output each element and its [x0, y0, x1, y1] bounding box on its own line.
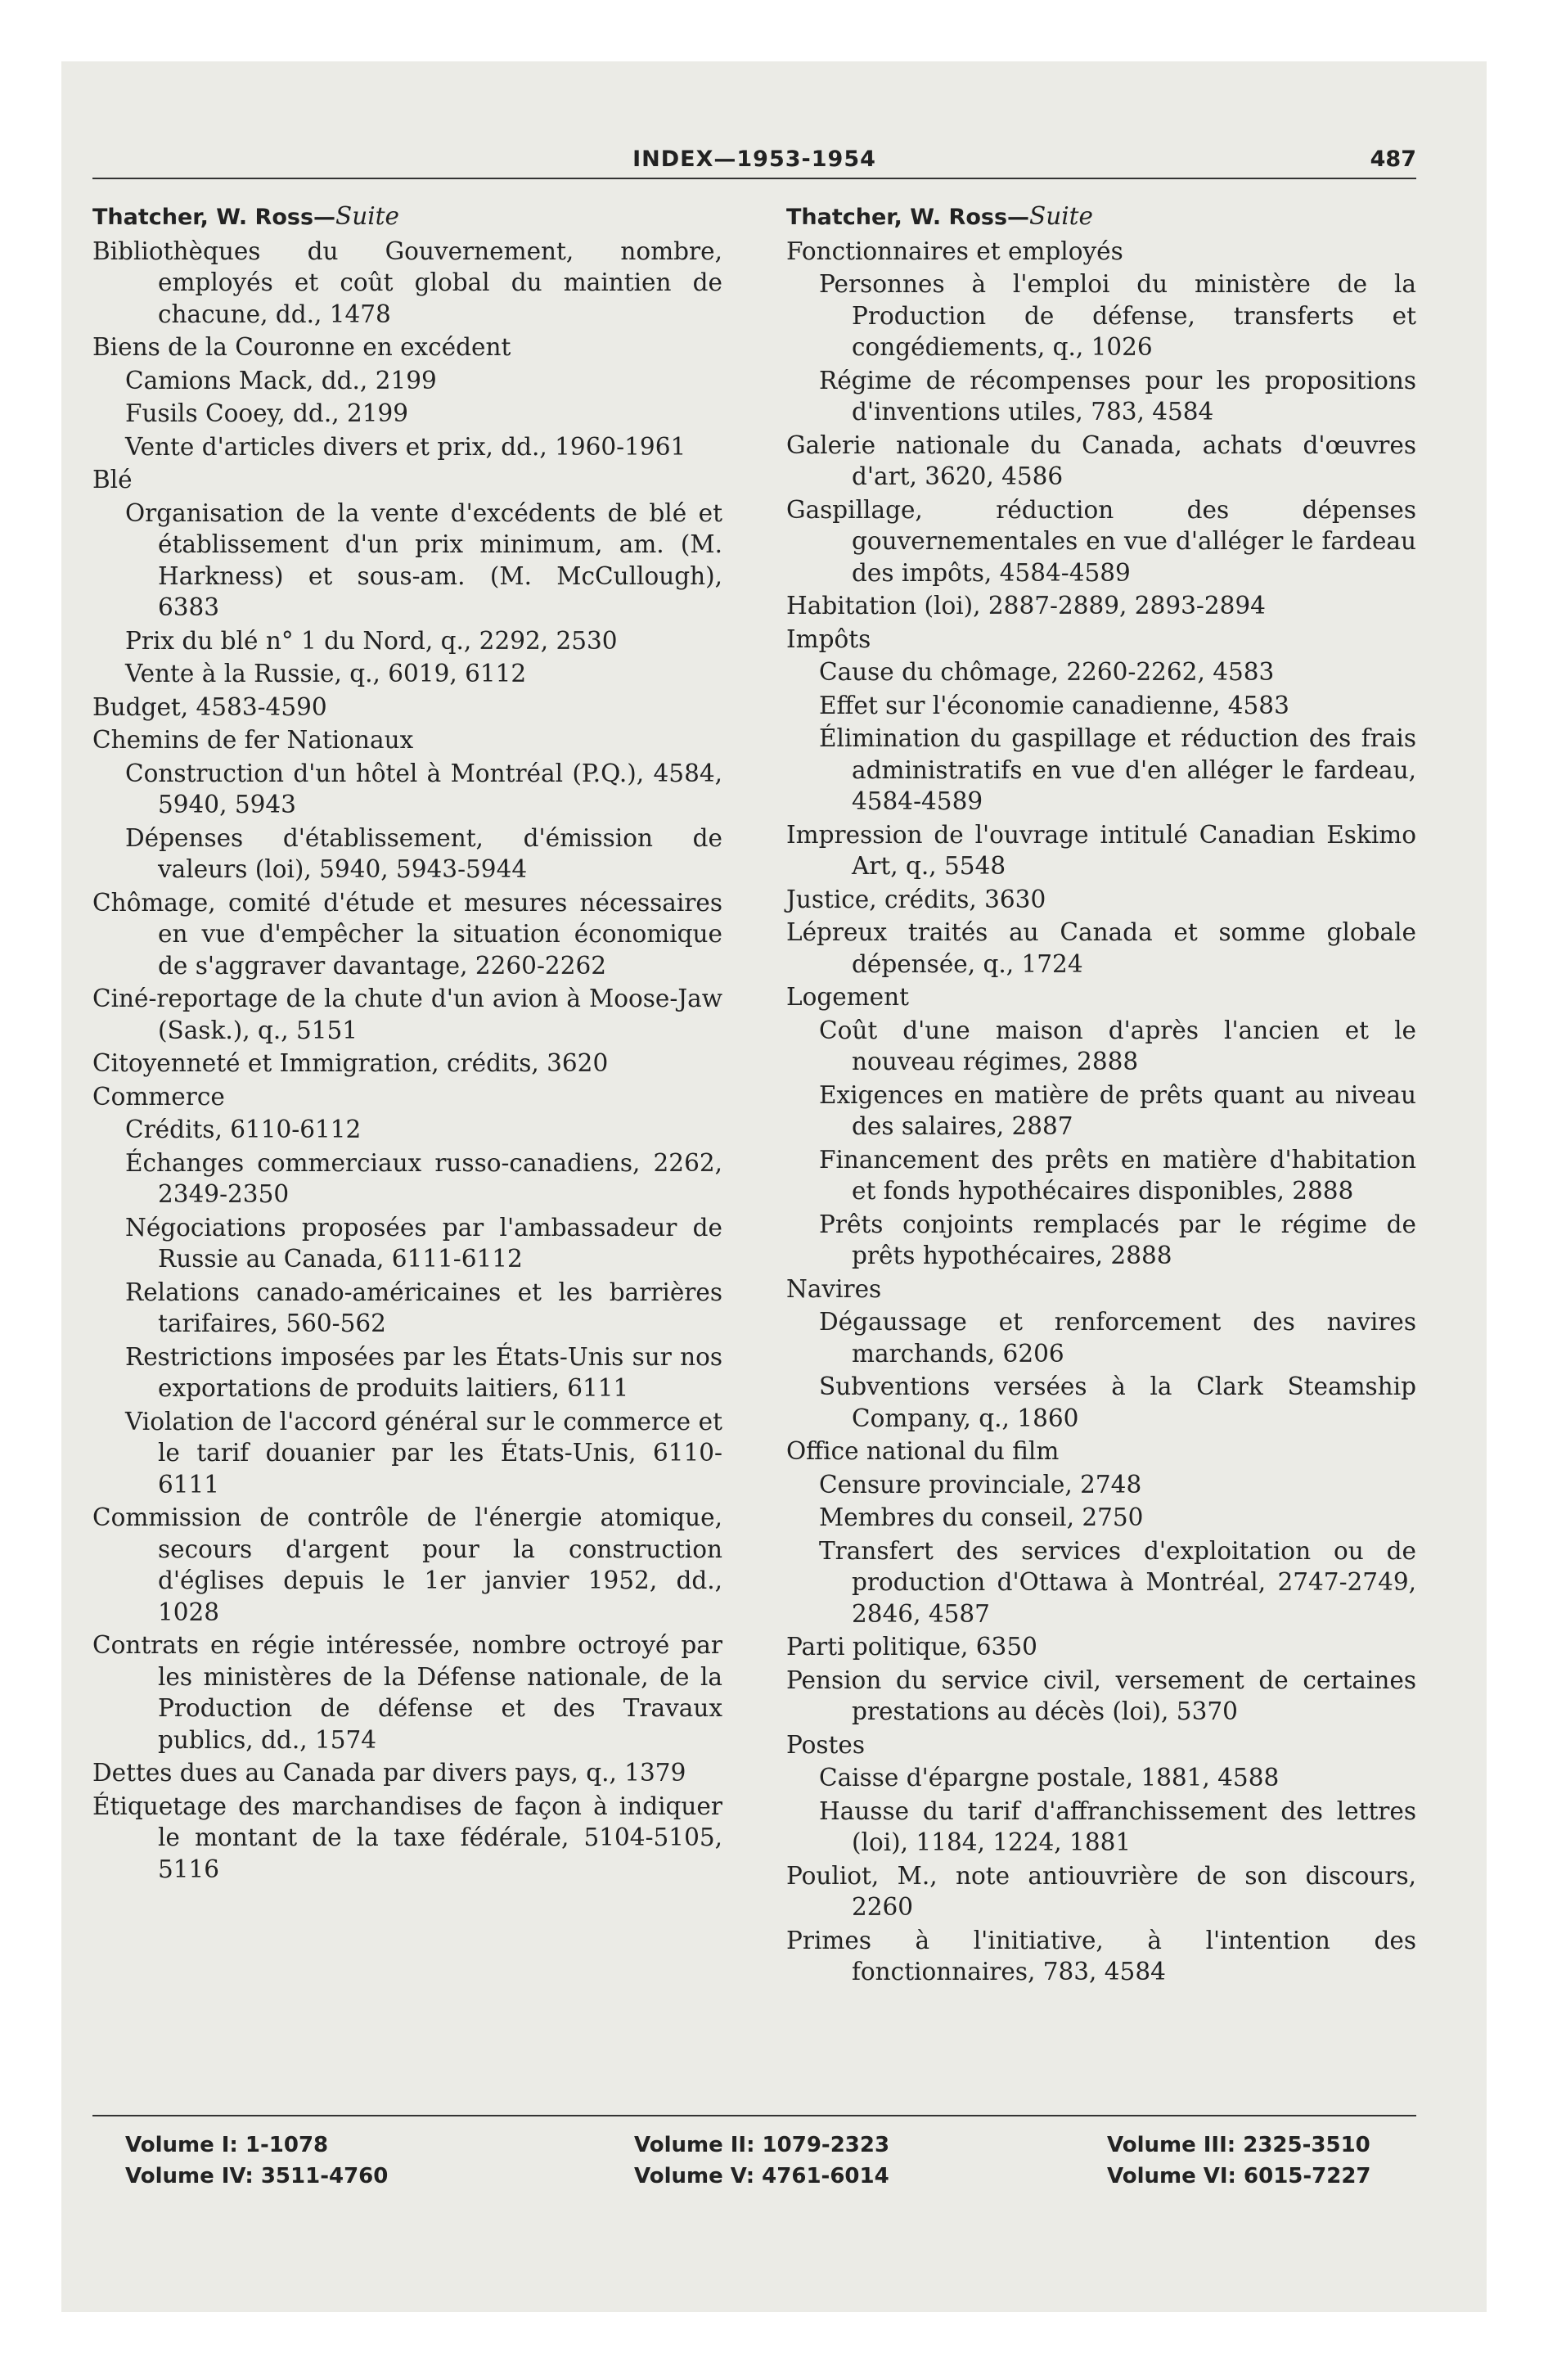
index-entry: Dettes dues au Canada par divers pays, q., 1379	[92, 1759, 686, 1787]
index-entry: Lépreux traités au Canada et somme globale dépensée, q., 1724	[786, 918, 1416, 978]
index-entry: Impression de l'ouvrage intitulé Canadian Eskimo Art, q., 5548	[786, 820, 1416, 880]
volume-range: Volume V: 4761-6014	[634, 2164, 889, 2188]
index-subentry: Personnes à l'emploi du ministère de la Production de défense, transferts et congédiements, q., 1026	[819, 270, 1416, 361]
index-entry: Budget, 4583-4590	[92, 692, 327, 721]
index-subentry: Dégaussage et renforcement des navires marchands, 6206	[819, 1308, 1416, 1368]
index-entry: Parti politique, 6350	[786, 1633, 1037, 1661]
footer-rule	[92, 2115, 1416, 2116]
index-entry: Postes	[786, 1730, 866, 1759]
index-subentry: Crédits, 6110-6112	[125, 1116, 362, 1143]
index-subentry: Violation de l'accord général sur le commerce et le tarif douanier par les États-Unis, 6110-6111	[125, 1407, 722, 1499]
index-subentry: Censure provinciale, 2748	[819, 1470, 1142, 1499]
volume-range: Volume VI: 6015-7227	[1107, 2164, 1371, 2188]
right-column-heading	[786, 201, 1416, 234]
right-column	[786, 201, 1416, 1990]
index-subentry: Hausse du tarif d'affranchissement des lettres (loi), 1184, 1224, 1881	[819, 1796, 1416, 1856]
index-subentry: Restrictions imposées par les États-Unis sur nos exportations de produits laitiers, 6111	[125, 1342, 722, 1402]
index-subentry: Exigences en matière de prêts quant au niveau des salaires, 2887	[819, 1080, 1416, 1140]
index-subentry: Cause du chômage, 2260-2262, 4583	[819, 658, 1275, 686]
index-entry: Impôts	[786, 624, 871, 653]
index-subentry: Coût d'une maison d'après l'ancien et le nouveau régimes, 2888	[819, 1016, 1416, 1075]
index-entry: Citoyenneté et Immigration, crédits, 3620	[92, 1049, 609, 1077]
page-header	[92, 135, 1416, 179]
heading-suite: Suite	[1029, 202, 1093, 230]
index-entry: Bibliothèques du Gouvernement, nombre, employés et coût global du maintien de chacune, dd., 1478	[92, 237, 722, 328]
index-page	[92, 135, 1416, 2188]
index-entry: Contrats en régie intéressée, nombre octroyé par les ministères de la Défense nationale, de la Production de défense et des Travaux publics, dd., 1574	[92, 1631, 722, 1754]
index-entry: Ciné-reportage de la chute d'un avion à Moose-Jaw (Sask.), q., 5151	[92, 985, 722, 1044]
left-column-heading	[92, 201, 722, 234]
right-entries	[786, 236, 1416, 1988]
index-entry: Fonctionnaires et employés	[786, 237, 1123, 265]
left-entries	[92, 236, 722, 1886]
index-entry: Gaspillage, réduction des dépenses gouvernementales en vue d'alléger le fardeau des impôts, 4584-4589	[786, 495, 1416, 587]
index-entry: Navires	[786, 1274, 882, 1303]
index-entry: Galerie nationale du Canada, achats d'œuvres d'art, 3620, 4586	[786, 430, 1416, 490]
index-subentry: Caisse d'épargne postale, 1881, 4588	[819, 1764, 1280, 1792]
volume-range: Volume I: 1-1078	[125, 2133, 329, 2157]
index-entry: Commission de contrôle de l'énergie atomique, secours d'argent pour la construction d'églises depuis le 1er janvier 1952, dd., 1028	[92, 1503, 722, 1626]
index-entry: Commerce	[92, 1082, 225, 1111]
index-entry: Justice, crédits, 3630	[786, 885, 1046, 913]
index-subentry: Négociations proposées par l'ambassadeur de Russie au Canada, 6111-6112	[125, 1213, 722, 1273]
index-subentry: Vente d'articles divers et prix, dd., 1960-1961	[125, 432, 686, 461]
index-subentry: Vente à la Russie, q., 6019, 6112	[125, 660, 527, 687]
index-subentry: Organisation de la vente d'excédents de blé et établissement d'un prix minimum, am. (M. Harkness) et sous-am. (M. McCullough), 6383	[125, 498, 722, 621]
volume-range: Volume II: 1079-2323	[634, 2133, 890, 2157]
index-entry: Habitation (loi), 2887-2889, 2893-2894	[786, 592, 1266, 620]
index-subentry: Régime de récompenses pour les propositions d'inventions utiles, 783, 4584	[819, 366, 1416, 426]
index-entry: Pension du service civil, versement de certaines prestations au décès (loi), 5370	[786, 1666, 1416, 1725]
volume-range: Volume III: 2325-3510	[1107, 2133, 1370, 2157]
index-subentry: Subventions versées à la Clark Steamship Company, q., 1860	[819, 1373, 1416, 1432]
index-subentry: Fusils Cooey, dd., 2199	[125, 399, 409, 427]
index-subentry: Transfert des services d'exploitation ou de production d'Ottawa à Montréal, 2747-2749, 2846, 4587	[819, 1536, 1416, 1628]
index-subentry: Dépenses d'établissement, d'émission de valeurs (loi), 5940, 5943-5944	[125, 823, 722, 883]
index-entry: Biens de la Couronne en excédent	[92, 333, 511, 361]
index-subentry: Financement des prêts en matière d'habitation et fonds hypothécaires disponibles, 2888	[819, 1145, 1416, 1205]
index-entry: Office national du film	[786, 1437, 1060, 1465]
index-entry: Étiquetage des marchandises de façon à indiquer le montant de la taxe fédérale, 5104-5105, 5116	[92, 1792, 722, 1883]
index-entry: Chômage, comité d'étude et mesures nécessaires en vue d'empêcher la situation économique de s'aggraver davantage, 2260-2262	[92, 888, 722, 980]
index-subentry: Prêts conjoints remplacés par le régime de prêts hypothécaires, 2888	[819, 1210, 1416, 1269]
index-entry: Logement	[786, 983, 909, 1011]
heading-suite: Suite	[335, 202, 399, 230]
index-subentry: Prix du blé n° 1 du Nord, q., 2292, 2530	[125, 626, 618, 655]
index-subentry: Effet sur l'économie canadienne, 4583	[819, 691, 1289, 719]
index-entry: Pouliot, M., note antiouvrière de son discours, 2260	[786, 1861, 1416, 1921]
index-entry: Primes à l'initiative, à l'intention des fonctionnaires, 783, 4584	[786, 1926, 1416, 1986]
index-entry: Blé	[92, 466, 133, 494]
index-subentry: Camions Mack, dd., 2199	[125, 366, 437, 394]
page-title: INDEX—1953-1954	[632, 146, 876, 172]
heading-name: Thatcher, W. Ross—	[92, 205, 336, 230]
index-subentry: Construction d'un hôtel à Montréal (P.Q.), 4584, 5940, 5943	[125, 759, 722, 818]
index-subentry: Relations canado-américaines et les barrières tarifaires, 560-562	[125, 1278, 722, 1337]
index-subentry: Élimination du gaspillage et réduction des frais administratifs en vue d'en alléger le fardeau, 4584-4589	[819, 724, 1416, 815]
index-entry: Chemins de fer Nationaux	[92, 726, 414, 754]
left-column	[92, 201, 722, 1886]
volume-range: Volume IV: 3511-4760	[125, 2164, 389, 2188]
index-subentry: Membres du conseil, 2750	[819, 1503, 1144, 1531]
page-number: 487	[1370, 146, 1416, 172]
index-subentry: Échanges commerciaux russo-canadiens, 2262, 2349-2350	[125, 1148, 722, 1208]
heading-name: Thatcher, W. Ross—	[786, 205, 1030, 230]
